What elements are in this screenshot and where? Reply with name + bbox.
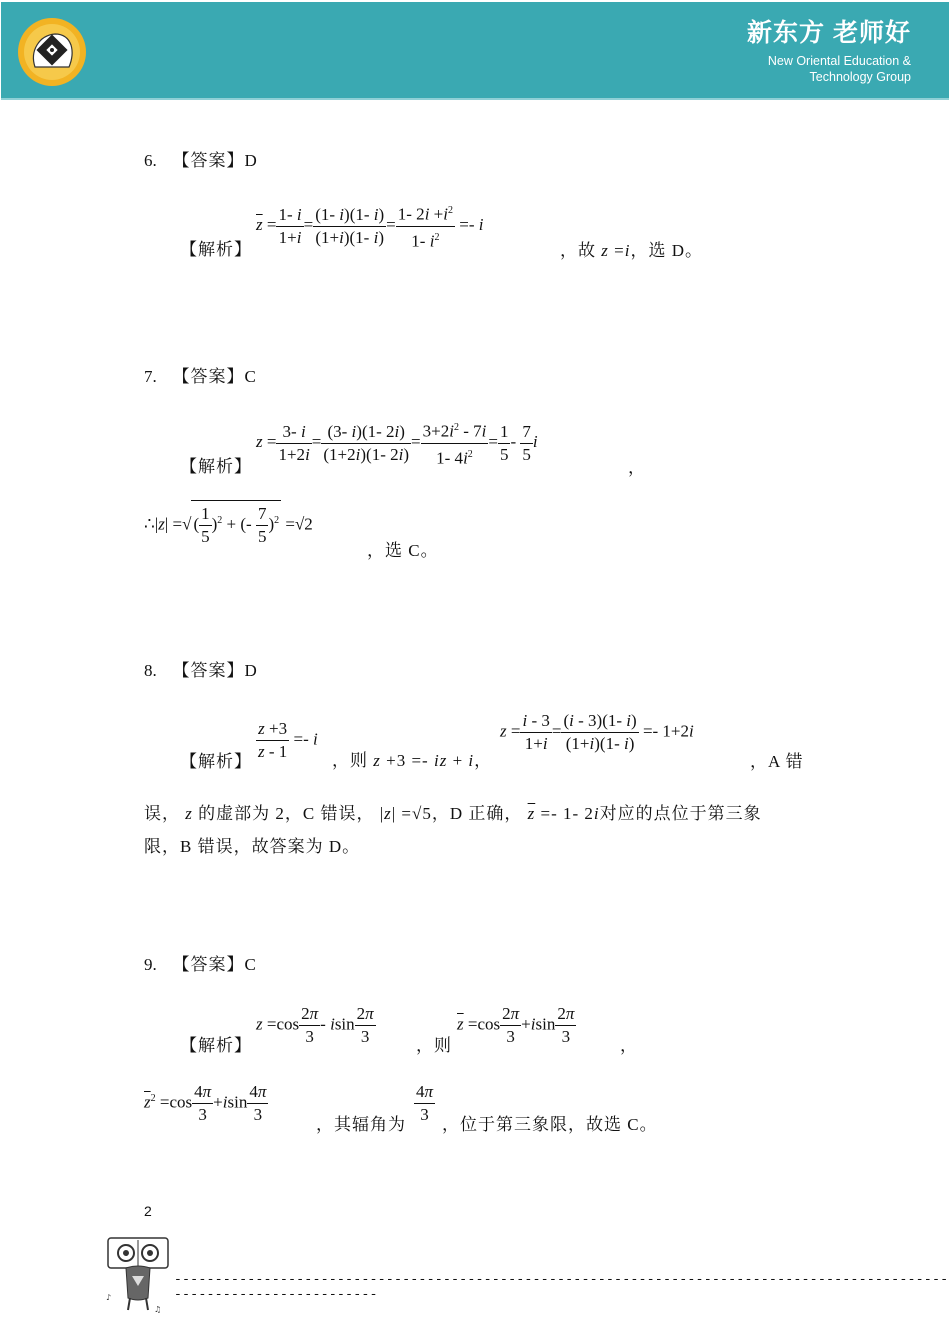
q8-line2: 误， z 的虚部为 2，C 错误， |z| =√5，D 正确， $\overline{z} =- 1-$ 2i对应的点位于第三象	[144, 804, 762, 823]
q8-formula-given: $\frac{z +3}{z - 1}$ =- i	[258, 719, 318, 761]
q6-answer-tag: 【答案】	[172, 151, 245, 170]
q9-comma: ，	[620, 1036, 638, 1055]
q9-answer-line	[144, 955, 257, 975]
q9-line2-a: ，其辐角为	[316, 1115, 406, 1134]
q8-analysis-tag: 【解析】	[180, 752, 252, 771]
q8-tail-a: ，A 错	[750, 752, 804, 771]
brand-english-line1: New Oriental Education &	[767, 54, 911, 68]
q9-formula-z: z =cos $\frac{2\pi}{3}$ - isin $\frac{2\pi}{3}$	[256, 1004, 374, 1046]
q9-line2-b: ，位于第三象限，故选 C。	[442, 1115, 658, 1134]
q6-tail-a: ，故	[560, 241, 596, 260]
q8-line2-a: 误，	[144, 804, 180, 823]
q8-mid-b: ，	[474, 751, 493, 770]
q9-answer-tag: 【答案】	[172, 955, 245, 974]
brand-english-line2: Technology Group	[809, 70, 911, 84]
header-banner	[1, 2, 949, 100]
q8-formula-solve: z = $\frac{i - 3}{1+i}$ = $\frac{(i - 3)(1- i)}{(1+i)(1- i)}$ =- 1+2i	[500, 711, 694, 753]
q6-answer-line	[144, 151, 258, 171]
svg-text:♫: ♫	[154, 1305, 162, 1314]
q7-answer-value: C	[244, 367, 257, 386]
q7-comma: ，	[628, 458, 646, 477]
q9-number: 9.	[144, 955, 157, 974]
q9-answer-value: C	[244, 955, 257, 974]
brand-chinese-name: 新东方 老师好	[747, 19, 911, 47]
q8-line3: 限，B 错误，故答案为 D。	[144, 837, 361, 856]
q8-number: 8.	[144, 661, 157, 680]
q8-mid-a: ，则	[332, 751, 368, 770]
q8-answer-tag: 【答案】	[172, 661, 245, 680]
q8-line2-c: ，D 正确，	[431, 804, 523, 823]
q7-formula: z = $\frac{3- i}{1+2i}$ = $\frac{(3- i)(1- 2i)}{(1+2i)(1- 2i)}$ = $\frac{3+2i^2 - 7i}{1- 4i^2}$ = $\frac{1}{5}$ - $\frac{7}{5}$ i	[256, 417, 538, 469]
q6-tail-b: ，选 D。	[630, 241, 703, 260]
q8-answer-value: D	[244, 661, 258, 680]
q8-line2-b: 的虚部为 2，C 错误，	[198, 804, 375, 823]
q7-conclusion: ，选 C。	[367, 541, 439, 560]
q7-modulus-formula: ∴|z| =√ ( $\frac{1}{5}$ )$^2$ + (- $\frac{7}{5}$ )$^2$ =√2	[144, 500, 313, 548]
q9-formula-power: $\overline{z}^2 =\cos$ $\frac{4\pi}{3}$ +isin $\frac{4\pi}{3}$	[144, 1082, 267, 1124]
q6-formula: $\overline{z}$ = $\frac{1- i}{1+i}$ = $\frac{(1- i)(1- i)}{(1+i)(1- i)}$ = $\frac{1- 2i +i^2}{1- i^2}$ =- i	[256, 200, 483, 252]
q8-answer-line	[144, 661, 258, 681]
q7-number: 7.	[144, 367, 157, 386]
q9-argument: $\frac{4\pi}{3}$	[416, 1082, 434, 1124]
footer-dash-line: ------------------------------------------------------------------------------------------------------------------------	[174, 1272, 949, 1302]
brand-block	[747, 18, 911, 85]
q7-answer-line	[144, 367, 257, 387]
q8-mid: ，则 z +3 =- iz + i，	[332, 751, 493, 770]
q8-line2-d: 对应的点位于第三象	[599, 804, 762, 823]
q6-analysis-tag: 【解析】	[180, 240, 252, 259]
page-number: 2	[144, 1203, 152, 1219]
q9-formula-conj: $\overline{z} =\cos$ $\frac{2\pi}{3}$ +isin $\frac{2\pi}{3}$	[457, 1004, 575, 1046]
svg-text:♪: ♪	[106, 1293, 112, 1302]
q6-conclusion: ，故 z =i，选 D。	[560, 241, 703, 260]
q7-analysis-tag: 【解析】	[180, 457, 252, 476]
q6-answer-value: D	[244, 151, 258, 170]
q9-mid: ，则	[416, 1036, 452, 1055]
new-oriental-logo-icon	[17, 17, 87, 87]
q6-number: 6.	[144, 151, 157, 170]
q7-answer-tag: 【答案】	[172, 367, 245, 386]
owl-mascot-icon	[104, 1236, 170, 1316]
q9-analysis-tag: 【解析】	[180, 1036, 252, 1055]
